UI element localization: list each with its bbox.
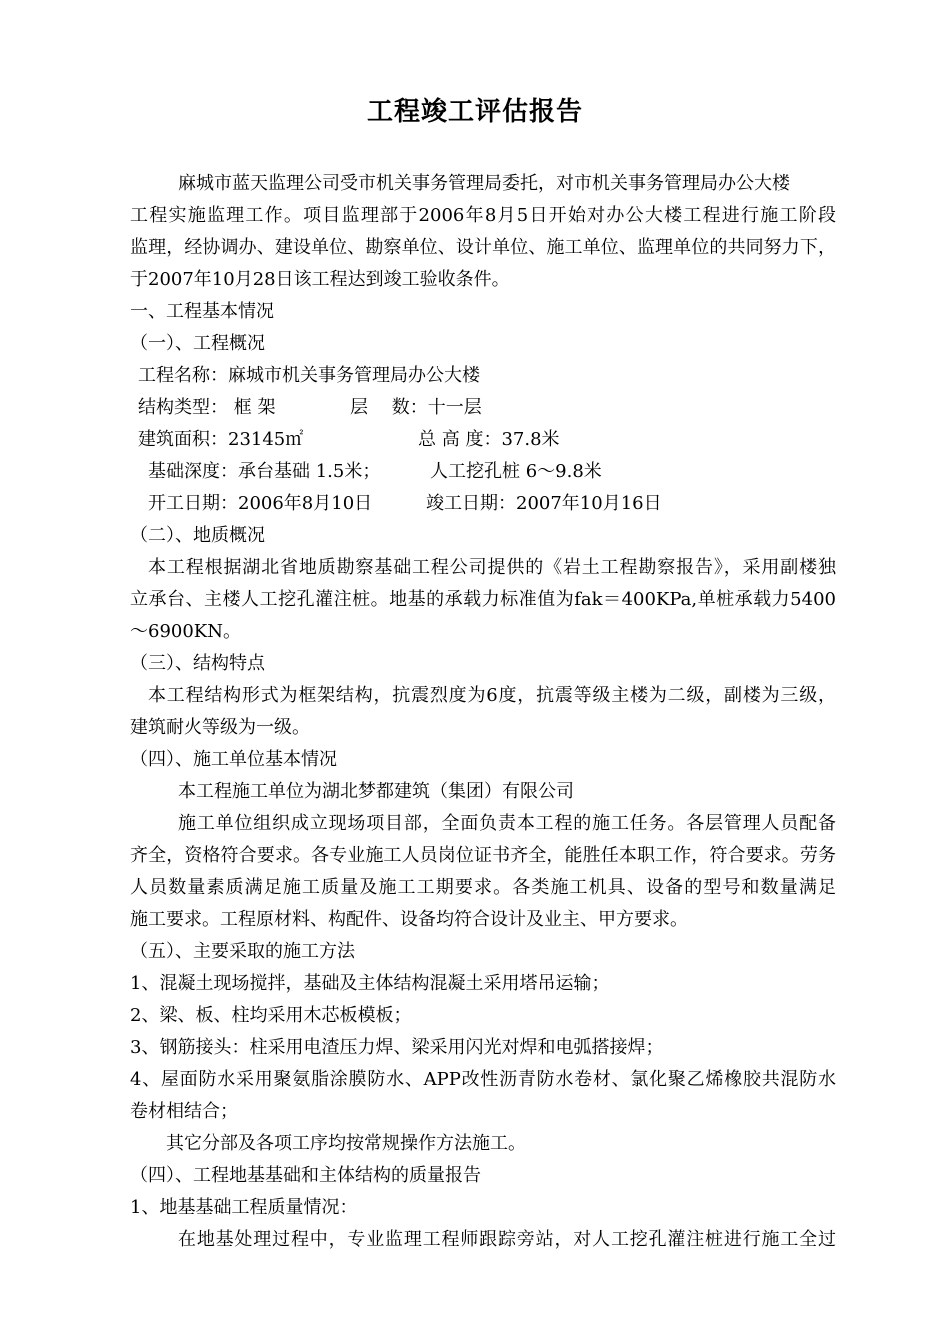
text-line: 立承台、主楼人工挖孔灌注桩。地基的承载力标准值为fak＝400KPa,单桩承载力5400 [130,589,836,610]
text-line: ～6900KN。 [130,621,242,642]
subsection-heading: （四）、工程地基基础和主体结构的质量报告 [130,1165,481,1186]
document-title: 工程竣工评估报告 [366,97,583,127]
text-line: 人员数量素质满足施工质量及施工工期要求。各类施工机具、设备的型号和数量满足 [130,877,836,898]
list-item: 2、梁、板、柱均采用木芯板模板； [130,1005,412,1026]
text-line: 本工程施工单位为湖北梦都建筑（集团）有限公司 [178,781,574,802]
subsection-heading: （二）、地质概况 [130,525,265,546]
structure-type: 结构类型： 框 架 [138,397,276,418]
text-line: 本工程结构形式为框架结构，抗震烈度为6度，抗震等级主楼为二级，副楼为三级， [148,685,836,706]
text-line: 施工单位组织成立现场项目部，全面负责本工程的施工任务。各层管理人员配备 [178,813,836,834]
text-line: 工程实施监理工作。项目监理部于2006年8月5日开始对办公大楼工程进行施工阶段 [130,205,836,226]
pile-depth: 人工挖孔桩 6～9.8米 [430,461,602,482]
completion-date: 竣工日期：2007年10月16日 [426,493,662,514]
start-date: 开工日期：2006年8月10日 [148,493,373,514]
list-item: 1、混凝土现场搅拌，基础及主体结构混凝土采用塔吊运输； [130,973,610,994]
subsection-heading: （三）、结构特点 [130,653,265,674]
project-name: 工程名称：麻城市机关事务管理局办公大楼 [138,365,480,386]
list-item: 3、钢筋接头：柱采用电渣压力焊、梁采用闪光对焊和电弧搭接焊； [130,1037,664,1058]
text-line: 监理，经协调办、建设单位、勘察单位、设计单位、施工单位、监理单位的共同努力下， [130,237,836,258]
section-heading: 一、工程基本情况 [130,301,274,322]
text-line: 卷材相结合； [130,1101,238,1122]
text-line: 本工程根据湖北省地质勘察基础工程公司提供的《岩土工程勘察报告》，采用副楼独 [148,557,836,578]
total-height: 总 高 度：37.8米 [418,429,560,450]
list-item: 4、屋面防水采用聚氨脂涂膜防水、APP改性沥青防水卷材、氯化聚乙烯橡胶共混防水 [130,1069,836,1090]
text-line: 建筑耐火等级为一级。 [130,717,310,738]
subsection-heading: （五）、主要采取的施工方法 [130,941,355,962]
list-item: 1、地基基础工程质量情况： [130,1197,358,1218]
text-line: 齐全，资格符合要求。各专业施工人员岗位证书齐全，能胜任本职工作，符合要求。劳务 [130,845,836,866]
text-line: 在地基处理过程中，专业监理工程师跟踪旁站，对人工挖孔灌注桩进行施工全过 [178,1229,836,1250]
foundation-depth: 基础深度：承台基础 1.5米； [148,461,381,482]
building-area: 建筑面积：23145㎡ [138,429,304,450]
floor-count: 层 数：十一层 [350,397,482,418]
text-line: 麻城市蓝天监理公司受市机关事务管理局委托，对市机关事务管理局办公大楼 [178,173,790,194]
text-line: 其它分部及各项工序均按常规操作方法施工。 [166,1133,526,1154]
subsection-heading: （四）、施工单位基本情况 [130,749,337,770]
text-line: 施工要求。工程原材料、构配件、设备均符合设计及业主、甲方要求。 [130,909,688,930]
text-line: 于2007年10月28日该工程达到竣工验收条件。 [130,269,510,290]
subsection-heading: （一）、工程概况 [130,333,265,354]
